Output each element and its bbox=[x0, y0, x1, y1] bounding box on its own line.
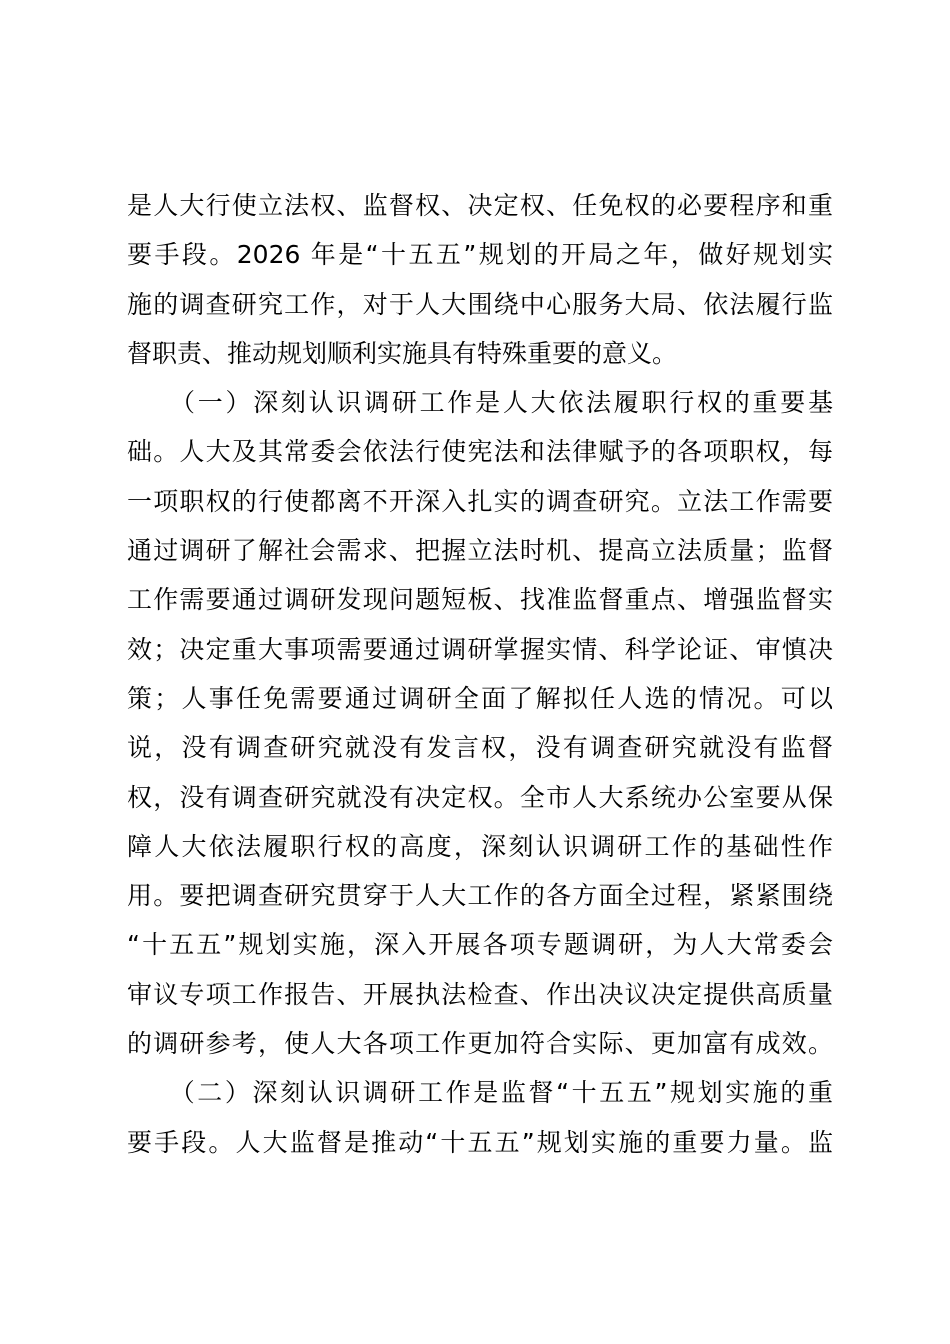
text-line: （二）深刻认识调研工作是监督“十五五”规划实施的重 bbox=[127, 1078, 833, 1108]
text-line: 说，没有调查研究就没有发言权，没有调查研究就没有监督 bbox=[127, 733, 833, 763]
text-line: （一）深刻认识调研工作是人大依法履职行权的重要基 bbox=[127, 388, 833, 418]
text-line: “十五五”规划实施，深入开展各项专题调研，为人大常委会 bbox=[127, 930, 833, 960]
text-line: 的调研参考，使人大各项工作更加符合实际、更加富有成效。 bbox=[127, 1029, 833, 1059]
text-line: 权，没有调查研究就没有决定权。全市人大系统办公室要从保 bbox=[127, 782, 833, 812]
text-line: 一项职权的行使都离不开深入扎实的调查研究。立法工作需要 bbox=[127, 486, 833, 516]
text-line: 要手段。人大监督是推动“十五五”规划实施的重要力量。监 bbox=[127, 1127, 833, 1157]
text-line: 工作需要通过调研发现问题短板、找准监督重点、增强监督实 bbox=[127, 585, 833, 615]
text-line: 审议专项工作报告、开展执法检查、作出决议决定提供高质量 bbox=[127, 979, 833, 1009]
text-line: 施的调查研究工作，对于人大围绕中心服务大局、依法履行监 bbox=[127, 289, 833, 319]
text-line: 督职责、推动规划顺利实施具有特殊重要的意义。 bbox=[127, 338, 678, 368]
text-line: 障人大依法履职行权的高度，深刻认识调研工作的基础性作 bbox=[127, 831, 833, 861]
text-line: 础。人大及其常委会依法行使宪法和法律赋予的各项职权，每 bbox=[127, 437, 833, 467]
text-line: 效；决定重大事项需要通过调研掌握实情、科学论证、审慎决 bbox=[127, 634, 833, 664]
body-text bbox=[127, 181, 833, 1167]
text-line: 要手段。2026 年是“十五五”规划的开局之年，做好规划实 bbox=[127, 240, 833, 270]
text-line: 策；人事任免需要通过调研全面了解拟任人选的情况。可以 bbox=[127, 683, 833, 713]
text-line: 用。要把调查研究贯穿于人大工作的各方面全过程，紧紧围绕 bbox=[127, 881, 833, 911]
text-line: 通过调研了解社会需求、把握立法时机、提高立法质量；监督 bbox=[127, 536, 833, 566]
text-line: 是人大行使立法权、监督权、决定权、任免权的必要程序和重 bbox=[127, 191, 833, 220]
